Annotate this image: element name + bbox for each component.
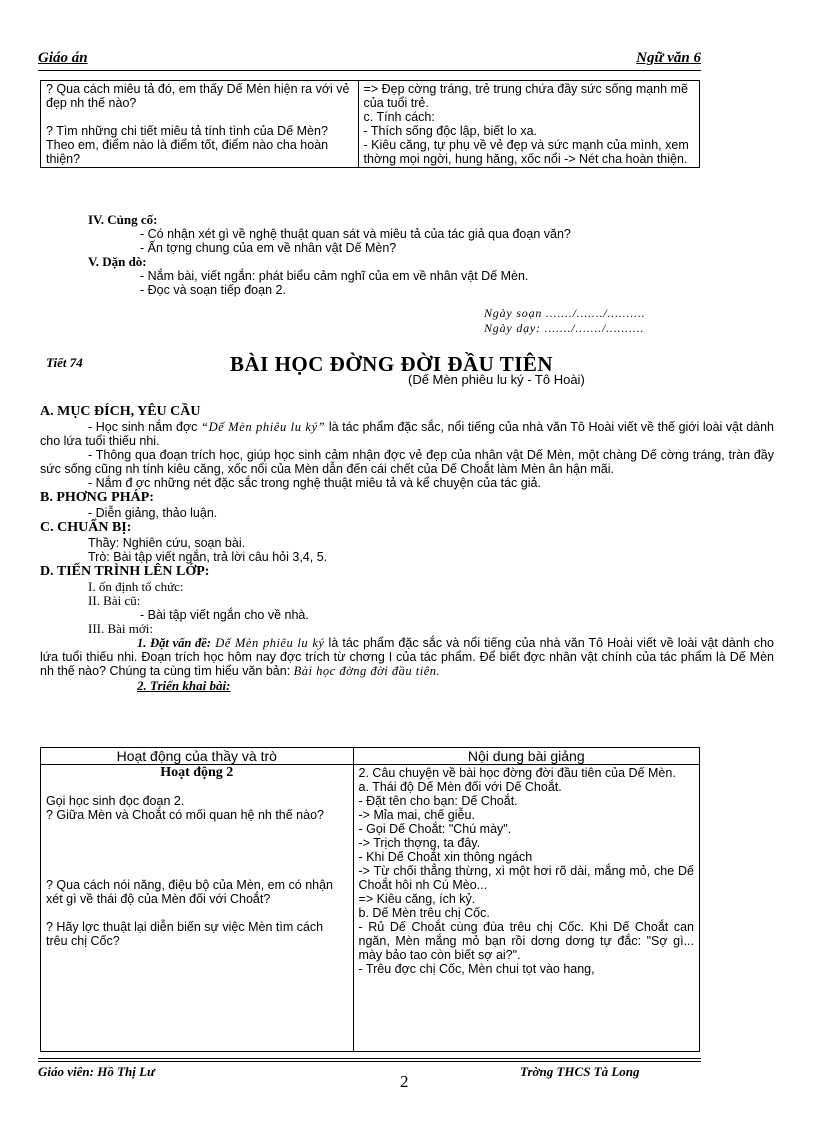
dan-do-heading: V. Dặn dò: (88, 254, 147, 269)
date-block (484, 306, 645, 336)
lesson-body (40, 404, 774, 694)
section-c-teacher (40, 536, 774, 550)
section-b-line: - Diễn giảng, thảo luận. (88, 506, 218, 520)
teacher-label: Thầy: (88, 536, 120, 550)
content-line: - Khi Dế Choắt xin thông ngách (358, 850, 533, 864)
content-line: 2. Câu chuyện về bài học đờng đời đầu tiên của Dế Mèn. (358, 766, 676, 780)
content-line: => Kiêu căng, ích kỷ. (358, 892, 476, 906)
table1-answer: => Đẹp cờng tráng, trẻ trung chứa đầy sức sống mạnh mẽ của tuổi trẻ. (363, 82, 688, 110)
d-item-2-line: - Bài tập viết ngắn cho về nhà. (140, 608, 309, 622)
table1-question: ? Qua cách miêu tả đó, em thấy Dế Mèn hiện ra với vẻ đẹp nh thế nào? (46, 82, 350, 110)
activity-line: Gọi học sinh đọc đoạn 2. (46, 794, 185, 808)
section-a-para: - Nắm đ ợc những nét đặc sắc trong nghệ thuật miêu tả và kể chuyện của tác giả. (88, 476, 541, 490)
content-line: - Gọi Dế Choắt: "Chú mày". (358, 822, 512, 836)
content-line: - Trêu đợc chị Cốc, Mèn chui tọt vào hang, (358, 962, 595, 976)
cung-co-heading: IV. Củng cố: (88, 212, 158, 227)
dat-van-de-text: là tác phẩm đặc sắc và nổi tiếng của nhà văn Tô Hoài viết về loài vật dành cho lứa tuổi thiếu nhi. Đoạn trích học hôm nay đợc trích từ chơng I của tác phẩm. Để biết đợc nhân vật chính của tác phẩm là Dế Mèn nh thế nào? Chúng ta cùng tìm hiểu văn bản: (40, 636, 774, 678)
activity-cell (41, 765, 354, 1052)
table1-answer: c. Tính cách: (363, 110, 435, 124)
section-a-heading: A. MỤC ĐÍCH, YÊU CẦU (40, 404, 201, 419)
lesson-table-header-left: Hoạt động của thầy và trò (41, 748, 354, 765)
section-a-para: - Thông qua đoạn trích học, giúp học sinh cảm nhận đợc vẻ đẹp của nhân vật Dế Mèn, một chàng Dế cờng tráng, tràn đầy sức sống cũng nh tính kiêu căng, xốc nổi của Mèn dẫn đến cái chết của Dế Choắt làm Mèn ân hận mãi. (40, 448, 774, 476)
period-label: Tiết 74 (46, 355, 83, 370)
date-prepared: Ngày soạn ......./......./.......... (484, 306, 646, 320)
section-c-heading: C. CHUẨN BỊ: (40, 520, 132, 535)
d-item-2: II. Bài cũ: (88, 593, 141, 608)
section-c-student (40, 550, 774, 564)
cung-co-line: - Có nhận xét gì về nghệ thuật quan sát và miêu tả của tác giả qua đoạn văn? (140, 227, 571, 241)
teacher-text: Nghiên cứu, soạn bài. (119, 536, 246, 550)
activity-label: Hoạt động 2 (160, 765, 234, 780)
table1-answer: - Kiêu căng, tự phụ về vẻ đẹp và sức mạnh của mình, xem thờng mọi ngời, hung hăng, xốc nổi -> Nét cha hoàn thiện. (363, 138, 689, 166)
dan-do-line: - Nắm bài, viết ngắn: phát biểu cảm nghĩ của em về nhân vật Dế Mèn. (140, 269, 529, 283)
section-d-heading: D. TIẾN TRÌNH LÊN LỚP: (40, 564, 210, 579)
trien-khai-heading: 2. Triển khai bài: (137, 678, 231, 693)
lesson-table (40, 747, 700, 1052)
table1-right-cell (358, 81, 699, 168)
lesson-table-header-right: Nội dung bài giảng (353, 748, 699, 765)
table1-answer: - Thích sống độc lập, biết lo xa. (363, 124, 537, 138)
section-a-text: là tác phẩm đặc sắc, nổi tiếng của nhà văn Tô Hoài viết về thế giới loài vật dành cho lứa tuổi thiếu nhi. (40, 420, 775, 448)
content-line: - Đặt tên cho bạn: Dế Choắt. (358, 794, 518, 808)
content-line: a. Thái độ Dế Mèn đối với Dế Choắt. (358, 780, 562, 794)
content-line: b. Dế Mèn trêu chị Cốc. (358, 906, 490, 920)
section-a-text: - Học sinh nắm đợc (88, 420, 202, 434)
content-line: -> Trịch thợng, ta đây. (358, 836, 481, 850)
table1-question: ? Tìm những chi tiết miêu tả tính tình của Dế Mèn? Theo em, điểm nào là điểm tốt, điểm nào cha hoàn thiện? (46, 124, 329, 166)
content-cell (353, 765, 699, 1052)
activity-question: ? Qua cách nói năng, điệu bộ của Mèn, em có nhận xét gì về thái độ của Mèn đối với Choắt? (46, 878, 333, 906)
header-right: Ngữ văn 6 (636, 50, 701, 66)
section-b-heading: B. PHƠNG PHÁP: (40, 490, 154, 505)
footer-rule (38, 1061, 701, 1062)
section-a-para (40, 420, 774, 448)
activity-question: ? Giữa Mèn và Choắt có mối quan hệ nh thế nào? (46, 808, 324, 822)
dan-do-line: - Đọc và soạn tiếp đoạn 2. (140, 283, 286, 297)
d-item-1: I. ổn định tổ chức: (88, 579, 184, 594)
work-title: Dế Mèn phiêu lu ký (211, 636, 325, 650)
content-line: -> Mỉa mai, chế giễu. (358, 808, 475, 822)
page-header (38, 50, 701, 71)
student-text: Bài tập viết ngắn, trả lời câu hỏi 3,4, 5. (109, 550, 328, 564)
date-taught: Ngày dạy: ......./......./.......... (484, 321, 645, 335)
work-title: “Dế Mèn phiêu lu ký” (201, 420, 326, 434)
footer-school: Trờng THCS Tà Long (520, 1064, 640, 1079)
lesson-subtitle: (Dế Mèn phiêu lu ký - Tô Hoài) (408, 372, 585, 387)
cung-co-line: - Ấn tợng chung của em về nhân vật Dế Mèn? (140, 241, 397, 255)
page-number: 2 (400, 1072, 409, 1091)
content-line: -> Từ chối thẳng thừng, xì một hơi rõ dài, mắng mỏ, che Dế Choắt hôi nh Cú Mèo... (358, 864, 694, 892)
work-title: Bài học đờng đời đầu tiên. (293, 664, 441, 678)
lesson-title: BÀI HỌC ĐỜNG ĐỜI ĐẦU TIÊN (230, 352, 554, 376)
activity-question: ? Hãy lợc thuật lại diễn biến sự việc Mèn tìm cách trêu chị Cốc? (46, 920, 324, 948)
continuation-table (40, 80, 700, 168)
table1-left-cell (41, 81, 359, 168)
content-line: - Rủ Dế Choắt cùng đùa trêu chị Cốc. Khi Dế Choắt can ngăn, Mèn mắng mỏ bạn rồi dơng dơng tự đắc: "Sợ gì... mày bảo tao còn biết sợ ai?". (358, 920, 694, 962)
header-left: Giáo án (38, 50, 88, 66)
cung-co-section (88, 213, 728, 297)
d-item-3: III. Bài mới: (88, 621, 153, 636)
student-label: Trò: (88, 550, 110, 564)
footer-rule (38, 1058, 701, 1059)
footer-teacher: Giáo viên: Hồ Thị Lư (38, 1064, 155, 1079)
dat-van-de-label: 1. Đặt vấn đề: (137, 636, 211, 650)
dat-van-de-para (40, 636, 774, 678)
